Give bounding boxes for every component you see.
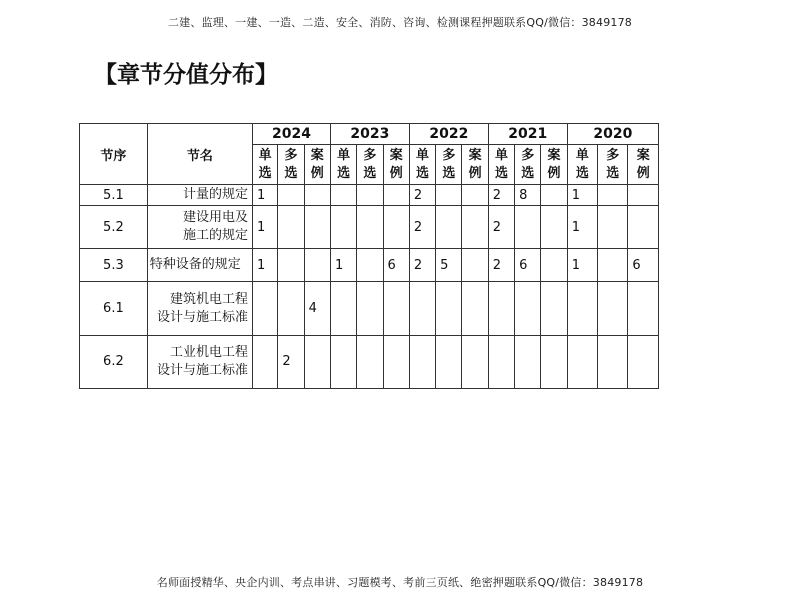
score-cell: 2 [488,185,514,206]
question-type-header: 案 例 [628,145,659,185]
score-cell: 4 [304,282,330,335]
score-cell [357,249,383,282]
score-cell [253,335,278,388]
score-cell [383,185,409,206]
section-column-header: 节序 [80,124,148,185]
score-cell [541,185,567,206]
footer-contact-note: 名师面授精华、央企内训、考点串讲、习题模考、考前三页纸、绝密押题联系QQ/微信：3849178 [156,576,644,589]
score-cell [515,206,541,249]
section-name-cell [147,249,252,282]
score-cell: 2 [409,249,435,282]
score-cell [278,206,304,249]
score-cell [436,206,462,249]
score-cell [462,185,488,206]
question-type-header: 单 选 [253,145,278,185]
score-cell [383,206,409,249]
score-cell [598,249,628,282]
table-row [80,335,659,388]
score-cell: 2 [278,335,304,388]
section-name-cell [147,206,252,249]
score-cell [330,206,356,249]
question-type-header: 单 选 [488,145,514,185]
section-name-cell [147,282,252,335]
question-type-header: 多 选 [357,145,383,185]
score-cell [598,206,628,249]
score-cell [253,282,278,335]
section-name-line: 工业机电工程 [170,344,249,360]
section-number-cell: 5.2 [80,206,148,249]
score-cell [598,185,628,206]
question-type-header: 单 选 [567,145,597,185]
score-cell [598,282,628,335]
score-cell [330,335,356,388]
score-cell [304,185,330,206]
score-cell [330,282,356,335]
score-cell [357,335,383,388]
score-cell [515,282,541,335]
score-cell [462,282,488,335]
score-cell [304,335,330,388]
section-name-line: 计量的规定 [183,187,249,203]
score-cell: 1 [567,249,597,282]
watermark: ​ [488,452,497,457]
section-number-cell: 6.2 [80,335,148,388]
year-header: 2020 [567,124,658,145]
score-cell [357,206,383,249]
question-type-header: 案 例 [304,145,330,185]
score-cell [436,185,462,206]
score-cell [598,335,628,388]
score-cell [628,206,659,249]
section-name-line: 建筑机电工程 [170,291,249,307]
score-cell [436,282,462,335]
score-cell: 1 [253,206,278,249]
section-name-line: 施工的规定 [183,228,249,244]
score-cell [462,335,488,388]
year-header-row [80,124,659,145]
year-header: 2021 [488,124,567,145]
section-name-line: 设计与施工标准 [157,309,249,325]
score-cell [330,185,356,206]
year-header: 2022 [409,124,488,145]
table-row [80,185,659,206]
score-cell [383,335,409,388]
score-cell [541,335,567,388]
question-type-header: 多 选 [598,145,628,185]
score-cell [357,282,383,335]
section-number-cell: 6.1 [80,282,148,335]
score-cell: 6 [383,249,409,282]
question-type-header: 多 选 [515,145,541,185]
section-name-cell [147,185,252,206]
score-cell [488,335,514,388]
score-cell: 2 [488,206,514,249]
question-type-header: 案 例 [383,145,409,185]
score-cell [515,335,541,388]
section-name-cell [147,335,252,388]
score-cell: 2 [409,185,435,206]
score-cell: 1 [253,249,278,282]
score-cell [541,206,567,249]
section-number-cell: 5.1 [80,185,148,206]
score-cell [567,282,597,335]
table-row [80,282,659,335]
question-type-header: 案 例 [462,145,488,185]
score-cell: 1 [253,185,278,206]
score-cell [304,249,330,282]
score-cell: 5 [436,249,462,282]
section-name-line: 建设用电及 [183,210,249,226]
score-cell [278,249,304,282]
name-column-header: 节名 [147,124,252,185]
year-header: 2023 [330,124,409,145]
question-type-header: 单 选 [409,145,435,185]
header-contact-note: 二建、监理、一建、一造、二造、安全、消防、咨询、检测课程押题联系QQ/微信：3849178 [167,16,632,29]
score-cell: 2 [488,249,514,282]
question-type-header: 单 选 [330,145,356,185]
score-cell [488,282,514,335]
question-type-header: 多 选 [278,145,304,185]
score-cell: 6 [628,249,659,282]
score-cell [567,335,597,388]
score-distribution-table [79,123,659,389]
score-cell: 8 [515,185,541,206]
section-number-cell: 5.3 [80,249,148,282]
score-cell [462,206,488,249]
table-row [80,249,659,282]
score-cell [409,335,435,388]
score-cell [541,282,567,335]
score-cell: 1 [567,206,597,249]
page-title: 【章节分值分布】 [94,62,278,88]
question-type-header: 多 选 [436,145,462,185]
score-cell [628,335,659,388]
table-row [80,206,659,249]
score-cell [436,335,462,388]
score-cell: 1 [330,249,356,282]
score-cell [462,249,488,282]
score-cell [409,282,435,335]
score-cell [628,185,659,206]
score-cell [304,206,330,249]
score-cell: 1 [567,185,597,206]
score-cell: 6 [515,249,541,282]
question-type-header: 案 例 [541,145,567,185]
score-cell [628,282,659,335]
score-cell [541,249,567,282]
watermark: ​ [262,240,271,245]
score-cell [357,185,383,206]
section-name-line: 特种设备的规定 [149,257,241,273]
score-cell [278,282,304,335]
section-name-line: 设计与施工标准 [157,362,249,378]
year-header: 2024 [253,124,331,145]
score-cell: 2 [409,206,435,249]
score-cell [278,185,304,206]
score-cell [383,282,409,335]
